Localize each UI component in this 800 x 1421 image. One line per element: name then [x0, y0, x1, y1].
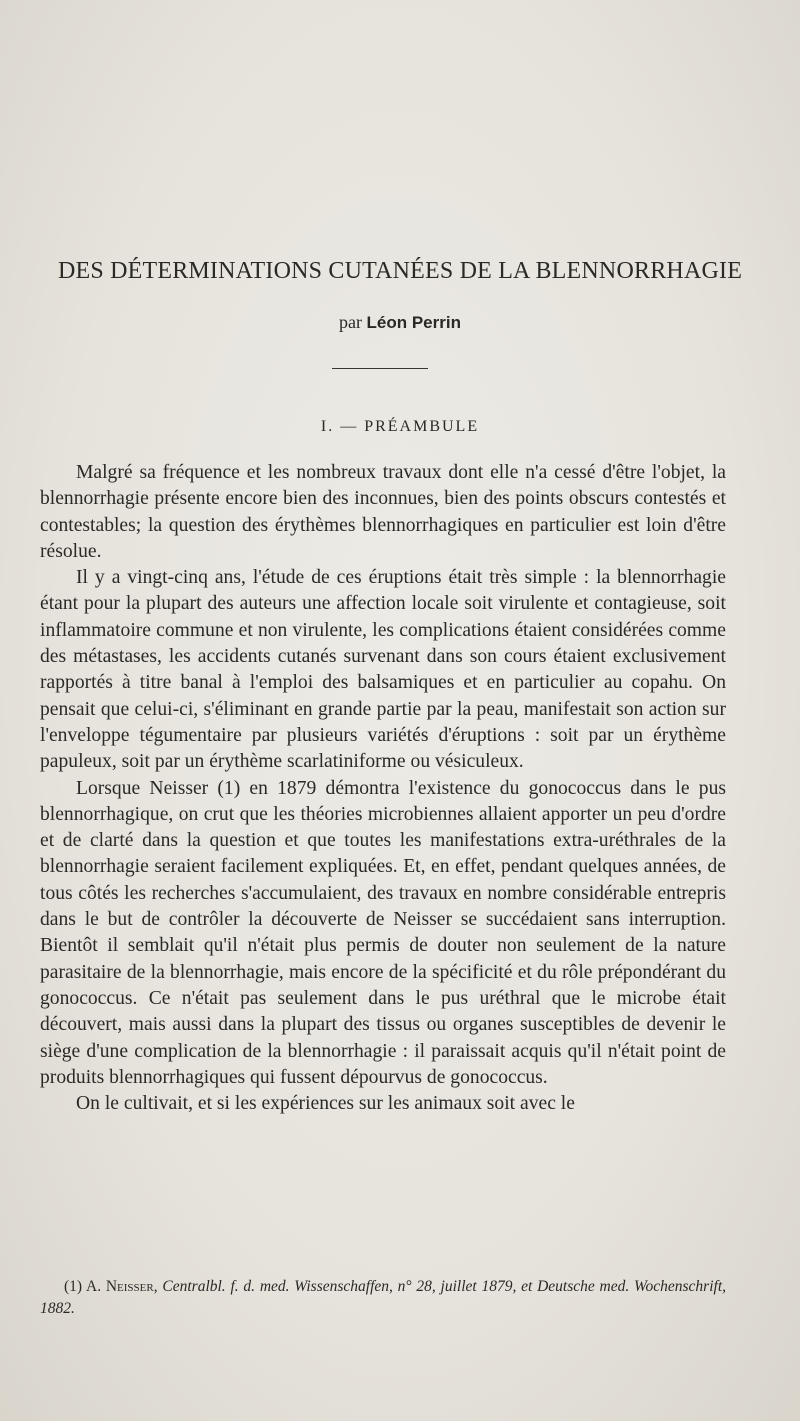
footnote-reference: Centralbl. f. d. med. Wissenschaffen, n° 28, juillet 1879, et Deutsche med. Wochenschrift, 1882.: [40, 1278, 727, 1317]
paragraph: On le cultivait, et si les expériences sur les animaux soit avec le: [76, 1093, 575, 1115]
paragraph: Lorsque Neisser (1) en 1879 démontra l'existence du gonococcus dans le pus blennorrhagique, on crut que les théories microbiennes allaient apporter un peu d'ordre et de clarté dans la question et que toutes les manifestations extra-uréthrales de la blennorrhagie seraient facilement expliquées. Et, en effet, pendant quelques années, de tous côtés les recherches s'accumulaient, des travaux en nombre considérable entrepris dans le but de contrôler la découverte de Neisser se succédaient sans interruption. Bientôt il semblait qu'il n'était plus permis de douter non seulement de la nature parasitaire de la blennorrhagie, mais encore de la spécificité et du rôle prépondérant du gonococcus. Ce n'était pas seulement dans le pus uréthral que le microbe était découvert, mais aussi dans la plupart des tissus ou organes susceptibles de devenir le siège d'une complication de la blennorrhagie : il paraissait acquis qu'il n'était point de produits blennorrhagiques qui fussent dépourvus de gonococcus.: [40, 777, 726, 1088]
section-heading: I. — PRÉAMBULE: [320, 418, 480, 435]
footnote-marker: (1) A.: [64, 1278, 102, 1295]
paragraph: Malgré sa fréquence et les nombreux travaux dont elle n'a cessé d'être l'objet, la blennorrhagie présente encore bien des inconnues, bien des points obscurs contestés et contestables; la question des érythèmes blennorrhagiques en particulier est loin d'être résolue.: [40, 462, 726, 562]
article-title: DES DÉTERMINATIONS CUTANÉES DE LA BLENNORRHAGIE: [57, 258, 743, 284]
body-text: [40, 460, 726, 1117]
title-divider: [332, 368, 428, 369]
author-line: [0, 312, 800, 333]
footnote-author: Neisser,: [105, 1278, 158, 1295]
author-name: Léon Perrin: [366, 313, 461, 332]
author-prefix: par: [339, 312, 362, 332]
paragraph: Il y a vingt-cinq ans, l'étude de ces éruptions était très simple : la blennorrhagie étant pour la plupart des auteurs une affection locale soit virulente et contagieuse, soit inflammatoire commune et non virulente, les complications étaient considérées comme des métastases, les accidents cutanés survenant dans son cours étaient exclusivement rapportés à titre banal à l'emploi des balsamiques et en particulier au copahu. On pensait que celui-ci, s'éliminant en grande partie par la peau, manifestait son action sur l'enveloppe tégumentaire par plusieurs variétés d'éruptions : soit par un érythème papuleux, soit par un érythème scarlatiniforme ou vésiculeux.: [40, 567, 726, 773]
footnote: [40, 1276, 726, 1320]
